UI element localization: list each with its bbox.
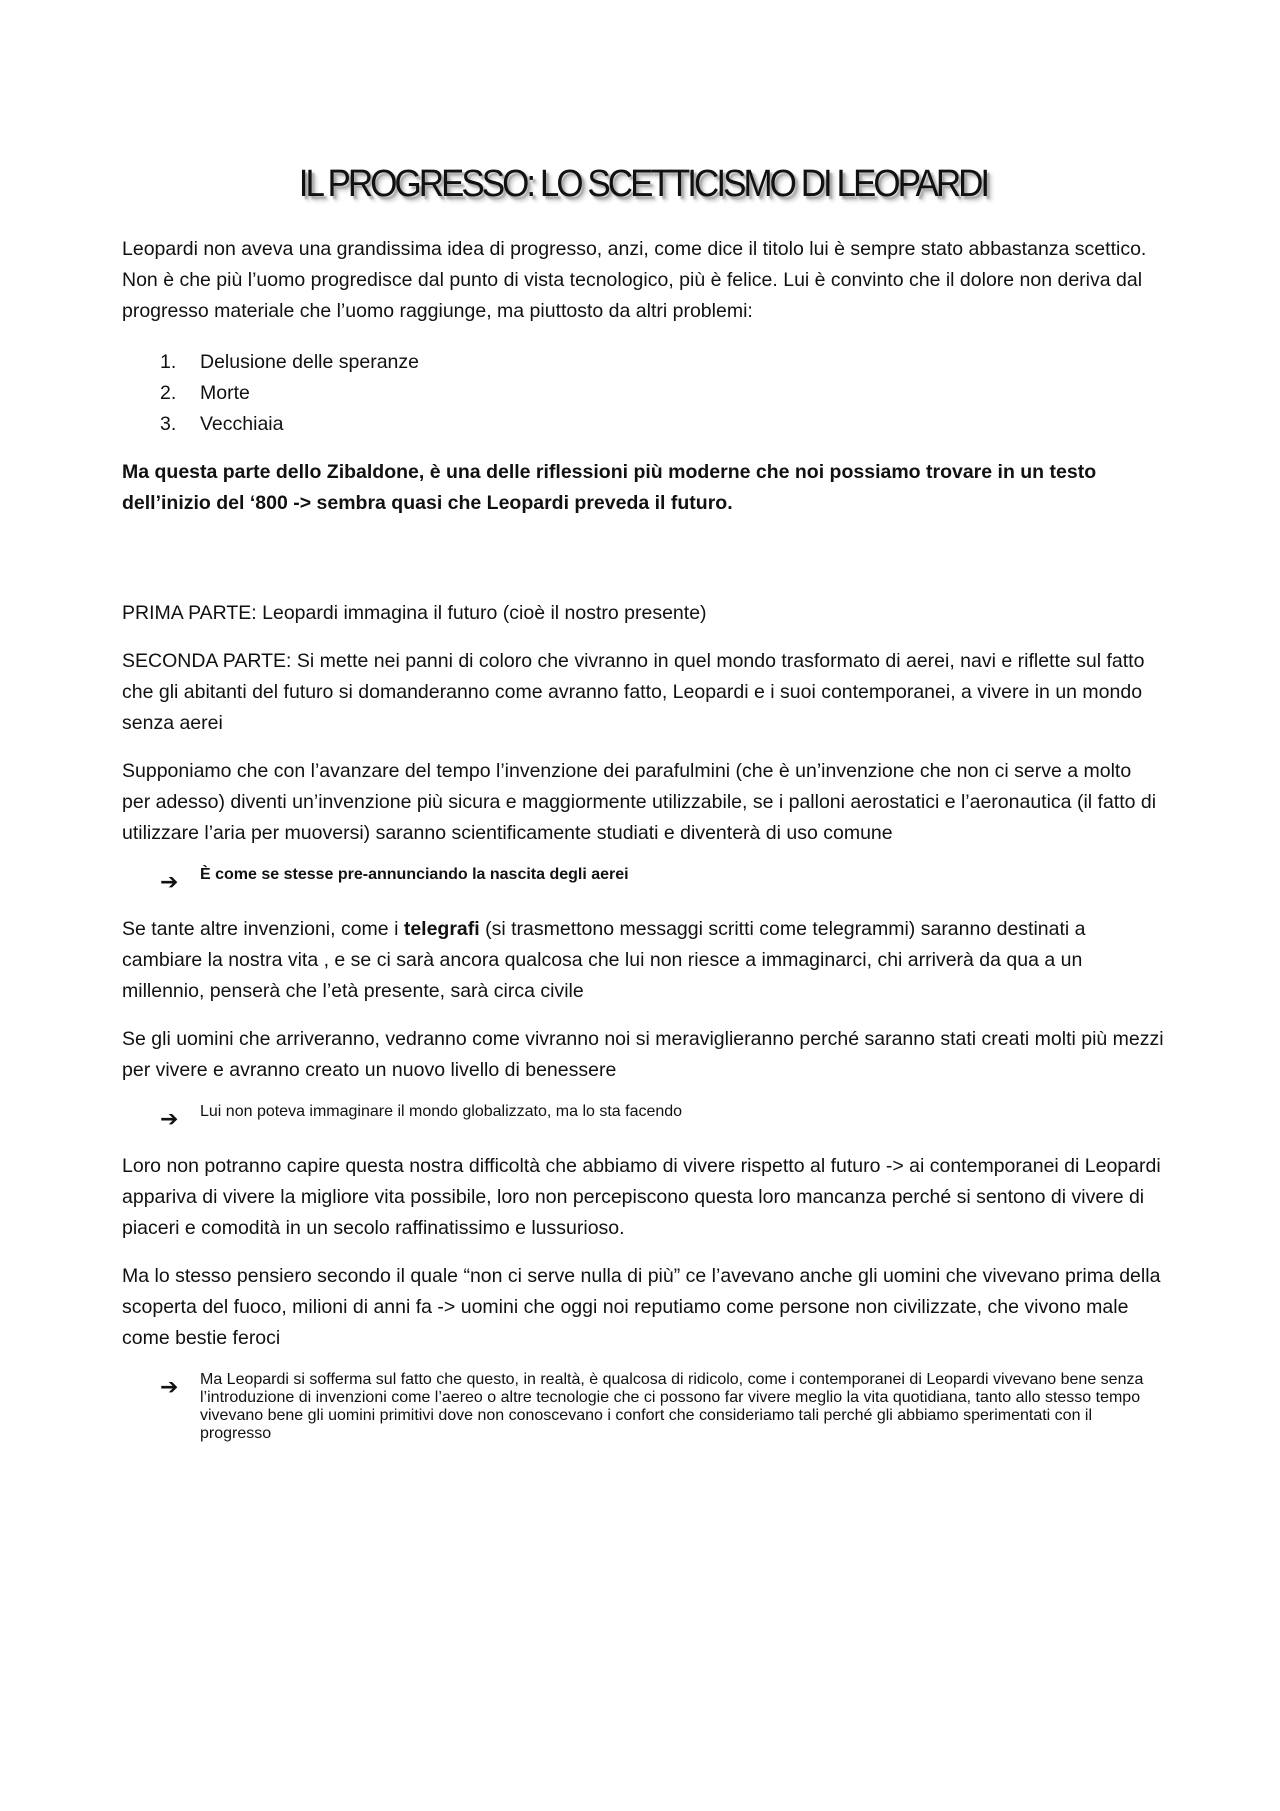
- page-title: IL PROGRESSO: LO SCETTICISMO DI LEOPARDI: [298, 163, 988, 205]
- list-item: [122, 409, 1164, 440]
- prima-parte-paragraph: PRIMA PARTE: Leopardi immagina il futuro (cioè il nostro presente): [122, 602, 707, 624]
- pensiero-paragraph: Ma lo stesso pensiero secondo il quale “non ci serve nulla di più” ce l’avevano anche gli uomini che vivevano prima della scoperta del fuoco, milioni di anni fa -> uomini che oggi noi reputiamo come persone non civilizzate, che vivono male come bestie feroci: [122, 1265, 1161, 1349]
- loro-paragraph: Loro non potranno capire questa nostra difficoltà che abbiamo di vivere rispetto al futuro -> ai contemporanei di Leopardi appariva di vivere la migliore vita possibile, loro non percepiscono questa loro mancanza perché si sentono di vivere di piaceri e comodità in un secolo raffinatissimo e lussurioso.: [122, 1155, 1161, 1239]
- supponiamo-paragraph: Supponiamo che con l’avanzare del tempo l’invenzione dei parafulmini (che è un’invenzione che non ci serve a molto per adesso) diventi un’invenzione più sicura e maggiormente utilizzabile, se i palloni aerostatici e l’aeronautica (il fatto di utilizzare l’aria per muoversi) saranno scientificamente studiati e diventerà di uso comune: [122, 760, 1157, 844]
- arrow-bullet-globalizzato: [122, 1103, 1164, 1134]
- telegrafi-text-before: Se tante altre invenzioni, come i: [122, 918, 404, 940]
- telegrafi-text-after: (si trasmettono messaggi scritti come telegrammi) saranno destinati a cambiare la nostra vita , e se ci sarà ancora qualcosa che lui non riesce a immaginarci, chi arriverà da qua a un millennio, penserà che l’età presente, sarà circa civile: [122, 918, 1086, 1002]
- list-text: Delusione delle speranze: [200, 351, 419, 373]
- arrow-right-icon: ➔: [160, 1374, 179, 1399]
- uomini-paragraph: Se gli uomini che arriveranno, vedranno come vivranno noi si meraviglieranno perché saranno stati creati molti più mezzi per vivere e avranno creato un nuovo livello di benessere: [122, 1028, 1164, 1081]
- list-item: [122, 347, 1164, 378]
- spacer: [122, 536, 1164, 598]
- arrow-right-icon: ➔: [160, 869, 179, 894]
- list-item: [122, 378, 1164, 409]
- list-text: Vecchiaia: [200, 413, 284, 435]
- list-text: Morte: [200, 382, 250, 404]
- list-number: 1.: [160, 351, 177, 373]
- telegrafi-bold-term: telegrafi: [403, 918, 480, 940]
- arrow-bullet-text: Lui non poteva immaginare il mondo globalizzato, ma lo sta facendo: [200, 1103, 683, 1120]
- list-number: 2.: [160, 382, 177, 404]
- bold-statement: Ma questa parte dello Zibaldone, è una delle riflessioni più moderne che noi possiamo trovare in un testo dell’inizio del ‘800 -> sembra quasi che Leopardi preveda il futuro.: [122, 461, 1097, 514]
- telegrafi-paragraph: [122, 914, 1164, 1007]
- arrow-bullet-text: È come se stesse pre-annunciando la nascita degli aerei: [200, 866, 629, 883]
- intro-paragraph: Leopardi non aveva una grandissima idea di progresso, anzi, come dice il titolo lui è sempre stato abbastanza scettico. Non è che più l’uomo progredisce dal punto di vista tecnologico, più è felice. Lui è convinto che il dolore non deriva dal progresso materiale che l’uomo raggiunge, ma piuttosto da altri problemi:: [122, 238, 1147, 322]
- arrow-bullet-ridicolo: [122, 1371, 1164, 1443]
- problems-list: [122, 347, 1164, 440]
- arrow-right-icon: ➔: [160, 1106, 179, 1131]
- seconda-parte-paragraph: SECONDA PARTE: Si mette nei panni di coloro che vivranno in quel mondo trasformato di aerei, navi e riflette sul fatto che gli abitanti del futuro si domanderanno come avranno fatto, Leopardi e i suoi contemporanei, a vivere in un mondo senza aerei: [122, 650, 1145, 734]
- arrow-bullet-aerei: [122, 866, 1164, 897]
- arrow-bullet-text: Ma Leopardi si sofferma sul fatto che questo, in realtà, è qualcosa di ridicolo, come i contemporanei di Leopardi vivevano bene senza l’introduzione di invenzioni come l’aereo o altre tecnologie che ci possono far vivere meglio la vita quotidiana, tanto allo stesso tempo vivevano bene gli uomini primitivi dove non conoscevano i confort che consideriamo tali perché gli abbiamo sperimentati con il progresso: [200, 1371, 1144, 1442]
- list-number: 3.: [160, 413, 177, 435]
